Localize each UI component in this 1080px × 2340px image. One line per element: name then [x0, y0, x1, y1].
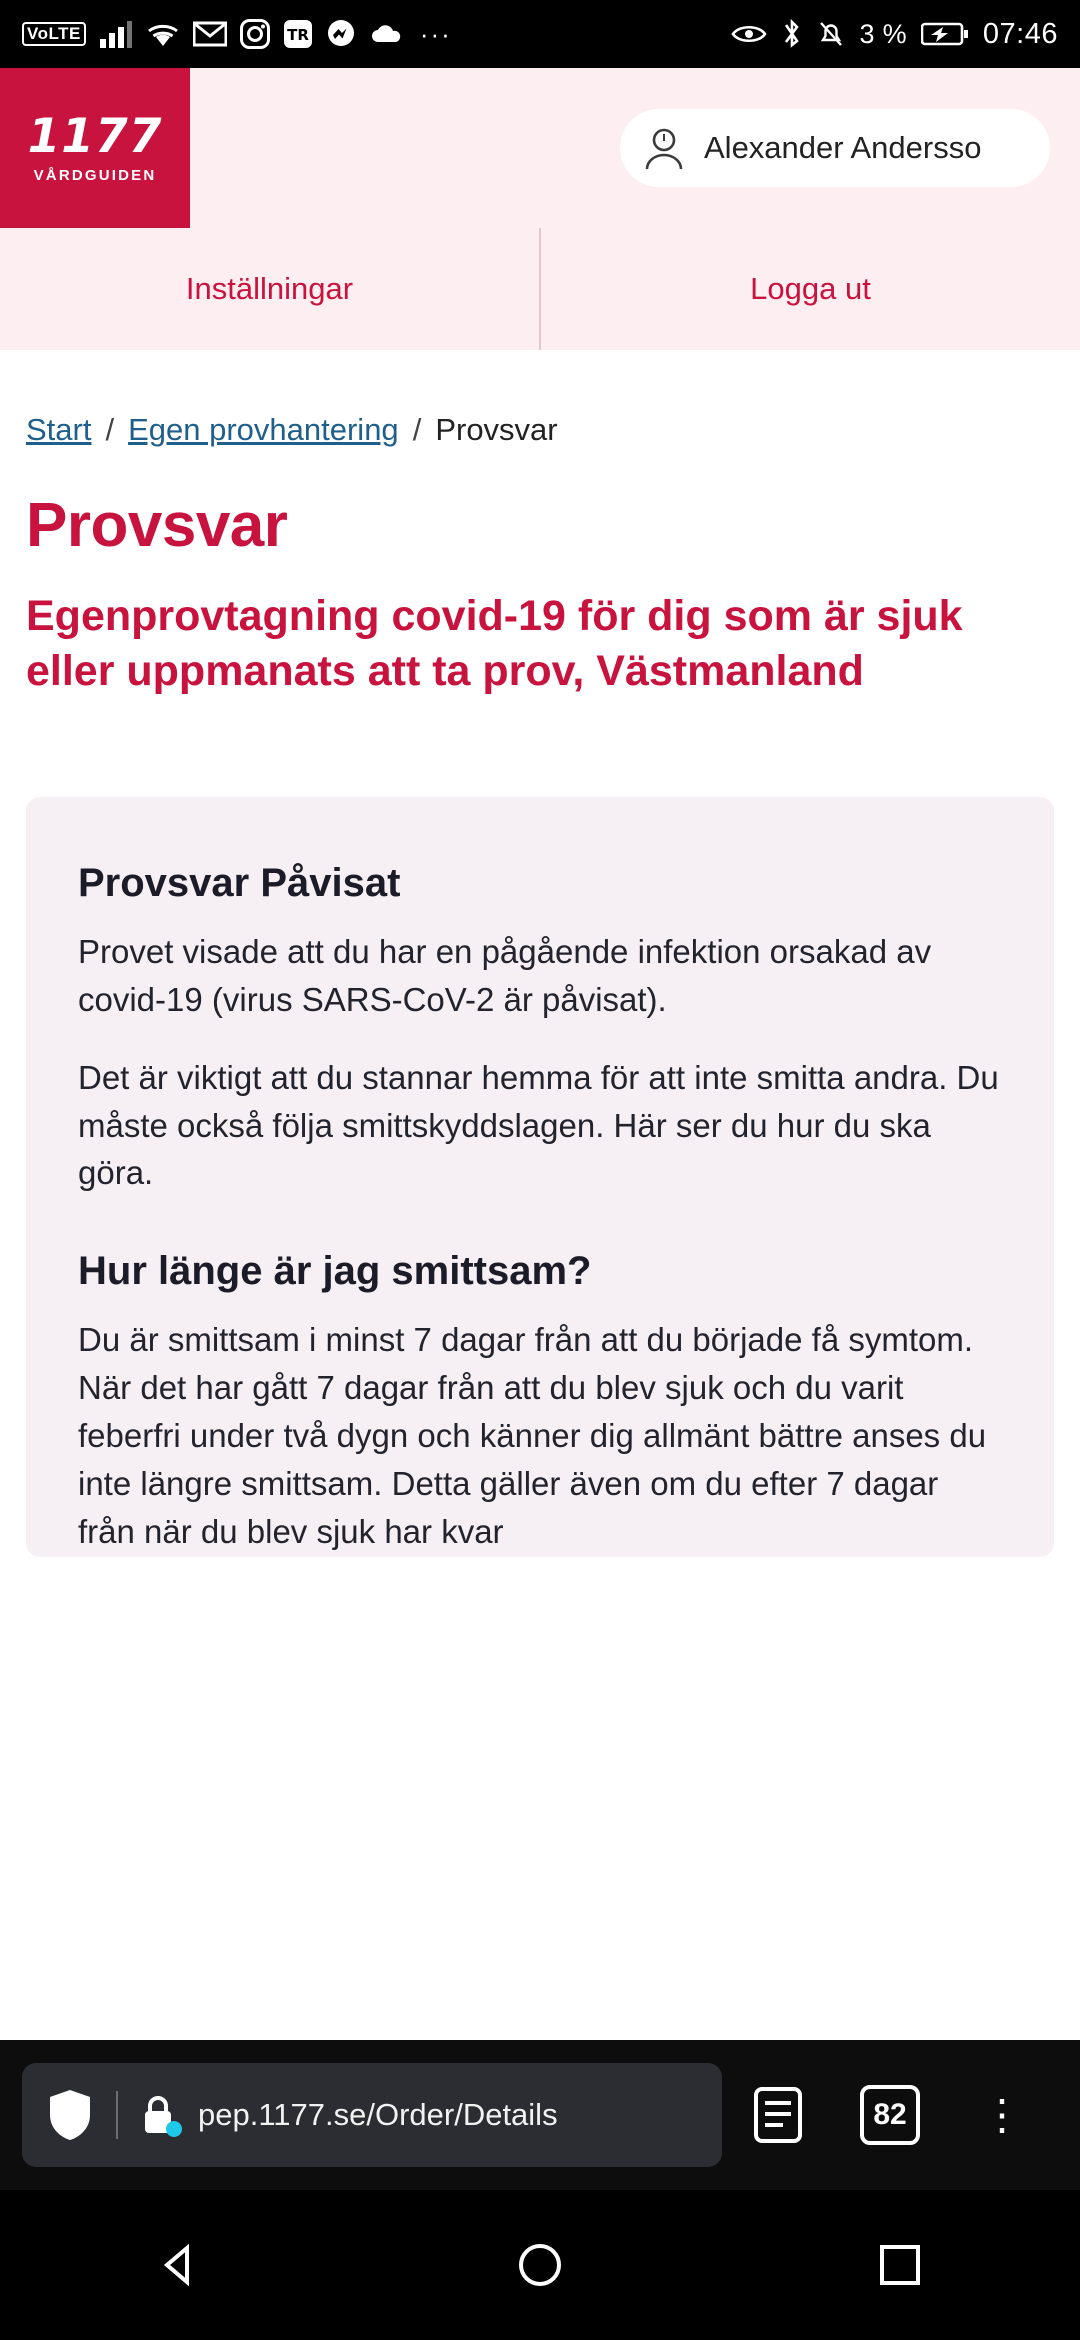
status-bar-left — [22, 19, 452, 49]
tab-count-label: 82 — [860, 2085, 920, 2145]
logo-subtitle: VÅRDGUIDEN — [33, 166, 157, 184]
eye-icon — [731, 22, 767, 46]
nav-item-logout[interactable]: Logga ut — [539, 228, 1080, 350]
url-text: pep.1177.se/Order/Details — [198, 2097, 558, 2132]
nav-item-settings[interactable]: Inställningar — [0, 228, 539, 350]
android-navigation-bar — [0, 2190, 1080, 2340]
reader-view-icon[interactable] — [722, 2086, 834, 2144]
page-subtitle: Egenprovtagning covid-19 för dig som är sjuk eller uppmanats att ta prov, Västmanland — [26, 592, 963, 696]
user-chip[interactable] — [620, 109, 1050, 187]
result-paragraph-3: Du är smittsam i minst 7 dagar från att du började få symtom. När det har gått 7 dagar från att du blev sjuk och du varit feberfri under två dygn och känner dig allmänt bättre anses du inte längre smittsam. Detta gäller även om du efter 7 dagar från när du blev sjuk har kvar — [78, 1321, 987, 1550]
svg-text:TR: TR — [286, 26, 309, 44]
breadcrumb-item-start[interactable]: Start — [26, 412, 92, 447]
result-paragraph-2: Det är viktigt att du stannar hemma för att inte smitta andra. Du måste också följa smittskyddslagen. Här ser du hur du ska göra. — [78, 1058, 999, 1192]
cloud-icon — [369, 22, 405, 46]
browser-bottom-bar — [0, 2040, 1080, 2190]
test-result-card — [26, 797, 1054, 1557]
bluetooth-icon — [781, 19, 803, 49]
url-bar[interactable] — [22, 2063, 722, 2167]
signal-bars-icon — [99, 20, 133, 48]
url-bar-divider — [116, 2091, 118, 2139]
result-heading-2: Hur länge är jag smittsam? — [78, 1249, 592, 1294]
browser-bar-actions — [722, 2085, 1058, 2145]
site-logo[interactable] — [0, 68, 190, 228]
volte-icon: VoLTE — [22, 22, 86, 46]
breadcrumb-separator: / — [412, 412, 422, 447]
battery-icon — [921, 21, 969, 47]
tab-counter-button[interactable] — [834, 2085, 946, 2145]
result-heading: Provsvar Påvisat — [78, 861, 401, 906]
clock-label: 07:46 — [982, 17, 1058, 50]
shield-icon[interactable] — [42, 2088, 98, 2142]
user-name-label: Alexander Andersso — [704, 130, 982, 165]
back-triangle-icon[interactable] — [90, 2242, 270, 2288]
alarm-off-icon — [817, 19, 845, 49]
page-title: Provsvar — [26, 491, 288, 560]
header-nav — [0, 228, 1080, 350]
tr-app-icon — [283, 19, 313, 49]
lock-icon[interactable] — [136, 2091, 180, 2139]
lock-status-dot — [166, 2121, 182, 2137]
breadcrumb-separator: / — [105, 412, 115, 447]
result-paragraph-1: Provet visade att du har en pågående infektion orsakad av covid-19 (virus SARS-CoV-2 är påvisat). — [78, 933, 932, 1018]
breadcrumb-item-egen-provhantering[interactable]: Egen provhantering — [128, 412, 399, 447]
overflow-dots-icon: ··· — [419, 19, 452, 49]
mail-icon — [193, 21, 227, 47]
kebab-menu-icon[interactable]: ⋮ — [981, 2091, 1023, 2139]
site-header — [0, 68, 1080, 228]
battery-percent-label: 3 % — [859, 18, 907, 49]
status-bar — [0, 0, 1080, 68]
breadcrumb-item-current: Provsvar — [435, 412, 558, 447]
messenger-icon — [326, 19, 356, 49]
home-circle-icon[interactable] — [450, 2241, 630, 2289]
instagram-icon — [240, 19, 270, 49]
recents-square-icon[interactable] — [810, 2243, 990, 2287]
breadcrumb — [26, 350, 1054, 448]
logo-number: 1177 — [27, 108, 163, 164]
user-avatar-icon — [642, 125, 686, 171]
status-bar-right — [731, 18, 1058, 51]
wifi-icon — [146, 20, 180, 48]
